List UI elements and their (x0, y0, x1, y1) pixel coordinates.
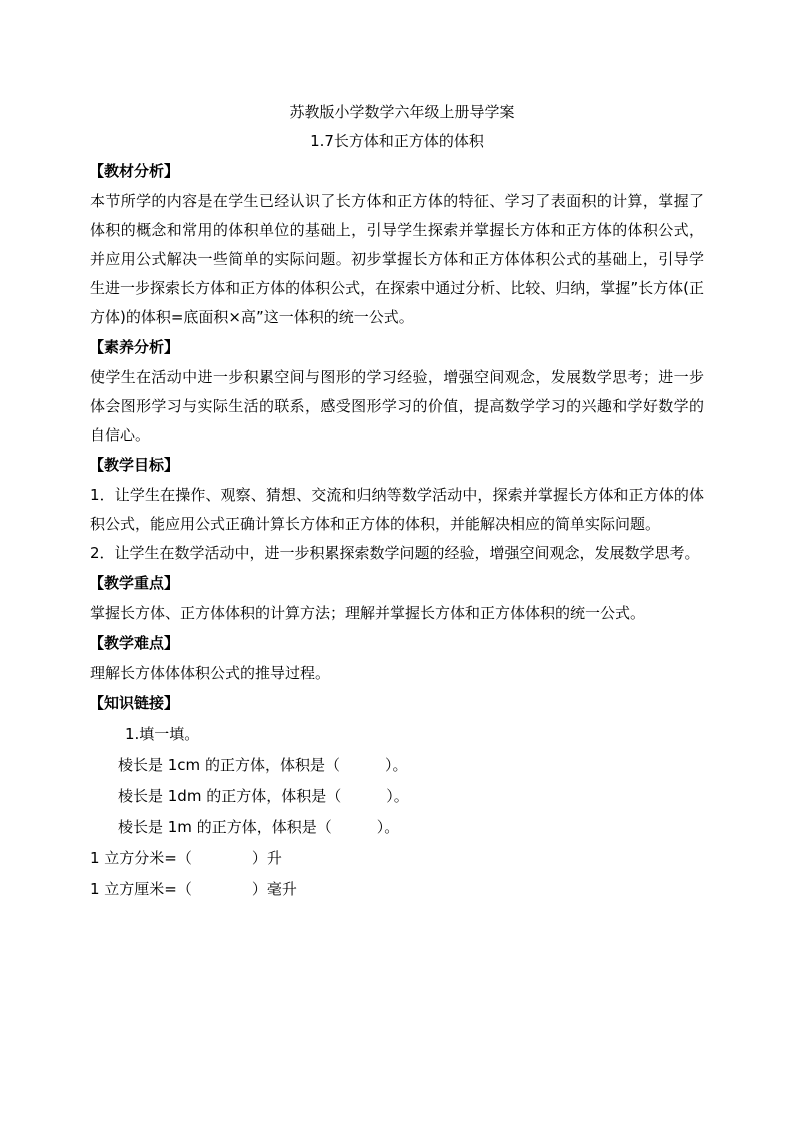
section-heading-knowledge: 【知识链接】 (89, 694, 180, 712)
key-paragraph: 掌握长方体、正方体体积的计算方法；理解并掌握长方体和正方体体积的统一公式。 (90, 604, 646, 622)
fill-item-3: 棱长是 1m 的正方体，体积是（ ）。 (118, 818, 400, 836)
fill-item-1: 棱长是 1cm 的正方体，体积是（ ）。 (118, 756, 408, 774)
goal-item-2: 2．让学生在数学活动中，进一步积累探索数学问题的经验，增强空间观念，发展数学思考。 (90, 544, 700, 562)
conversion-item-2: 1 立方厘米=（ ）毫升 (90, 880, 297, 898)
document-page (90, 98, 704, 905)
section-heading-material: 【教材分析】 (89, 162, 180, 180)
document-title: 苏教版小学数学六年级上册导学案 (289, 103, 515, 121)
section-heading-goals: 【教学目标】 (89, 456, 180, 474)
goal-item-1: 1．让学生在操作、观察、猜想、交流和归纳等数学活动中，探索并掌握长方体和正方体的体积公式，能应用公式正确计算长方体和正方体的体积，并能解决相应的简单实际问题。 (90, 486, 704, 533)
section-heading-key: 【教学重点】 (89, 574, 180, 592)
fill-title: 1.填一填。 (125, 725, 200, 743)
literacy-paragraph: 使学生在活动中进一步积累空间与图形的学习经验，增强空间观念，发展数学思考；进一步体会图形学习与实际生活的联系，感受图形学习的价值，提高数学学习的兴趣和学好数学的自信心。 (90, 368, 704, 444)
fill-item-2: 棱长是 1dm 的正方体，体积是（ ）。 (118, 787, 409, 805)
difficulty-paragraph: 理解长方体体体积公式的推导过程。 (90, 664, 331, 682)
conversion-item-1: 1 立方分米=（ ）升 (90, 849, 282, 867)
document-subtitle: 1.7长方体和正方体的体积 (310, 132, 484, 150)
material-paragraph: 本节所学的内容是在学生已经认识了长方体和正方体的特征、学习了表面积的计算，掌握了体积的概念和常用的体积单位的基础上，引导学生探索并掌握长方体和正方体的体积公式，并应用公式解决一些简单的实际问题。初步掌握长方体和正方体体积公式的基础上，引导学生进一步探索长方体和正方体的体积公式，在探索中通过分析、比较、归纳，掌握”长方体(正方体)的体积=底面积×高”这一体积的统一公式。 (90, 192, 704, 326)
section-heading-literacy: 【素养分析】 (89, 338, 180, 356)
section-heading-difficulty: 【教学难点】 (89, 634, 180, 652)
